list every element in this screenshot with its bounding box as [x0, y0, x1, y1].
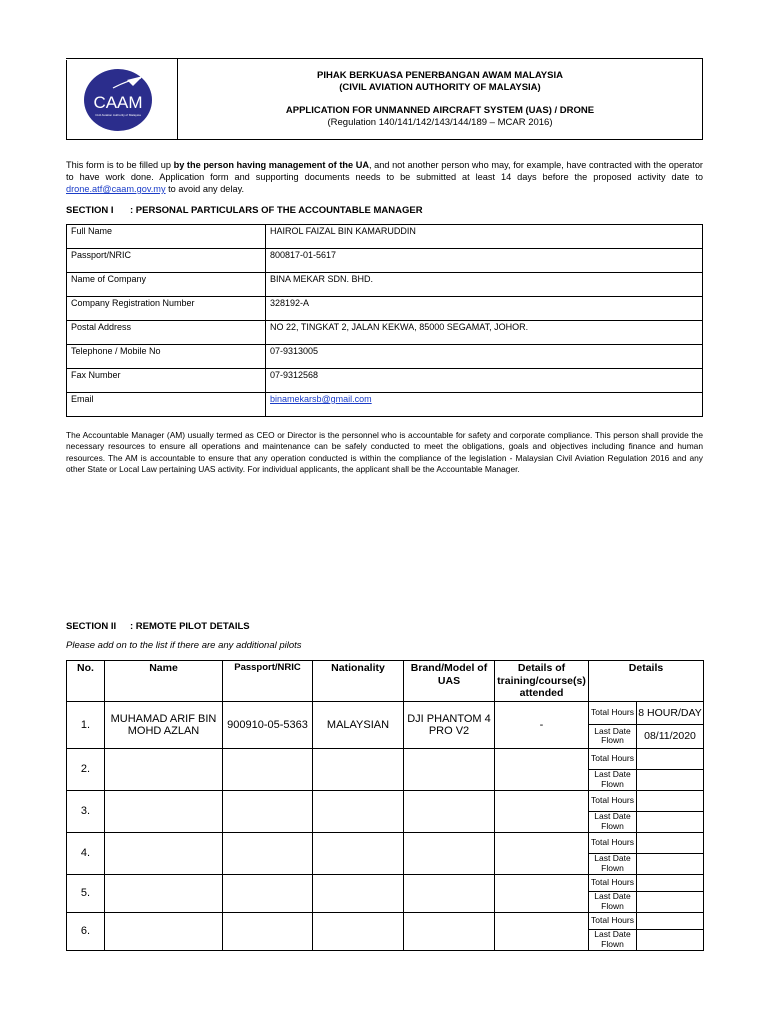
pilot-no: 2.: [67, 748, 105, 790]
pilot-brand-model: [404, 748, 495, 790]
last-date-value: 08/11/2020: [637, 724, 704, 748]
logo-text: CAAM: [93, 93, 143, 112]
particulars-row: [67, 297, 703, 321]
pilot-training: -: [495, 701, 589, 748]
pilot-name: [105, 790, 223, 832]
intro-text-bold: by the person having management of the UA: [173, 160, 369, 170]
pilot-nationality: MALAYSIAN: [313, 701, 404, 748]
pilot-row: [67, 874, 704, 891]
header-brand-model: Brand/Model of UAS: [404, 661, 495, 702]
pilot-training: [495, 912, 589, 950]
particulars-row: [67, 345, 703, 369]
particulars-row: [67, 273, 703, 297]
pilot-passport: [223, 912, 313, 950]
last-date-value: [637, 853, 704, 874]
caam-logo: [83, 68, 153, 132]
accountable-manager-note: The Accountable Manager (AM) usually termed as CEO or Director is the personnel who is accountable for safety and corporate compliance. This person shall provide the necessary resources to ensure all operations and maintenance can be safely conducted to meet the obligations, goals and objectives including finance and human resources. The AM is accountable to ensure that any operation conducted is within the compliance of the legislation - Malaysian Civil Aviation Regulation 2016 and any other State or Local Law pertaining UAS activity. For individual applicants, the applicant shall be the Accountable Manager.: [66, 430, 703, 475]
pilot-row: [67, 748, 704, 769]
total-hours-value: [637, 790, 704, 811]
header-nationality: Nationality: [313, 661, 404, 702]
total-hours-label: Total Hours: [589, 832, 637, 853]
pilot-brand-model: [404, 874, 495, 912]
last-date-label: Last Date Flown: [589, 811, 637, 832]
pilot-row: [67, 912, 704, 929]
accountable-manager-table: [66, 224, 703, 417]
particulars-value: 07-9312568: [266, 369, 703, 393]
pilot-brand-model: [404, 832, 495, 874]
intro-text-2: , and not another person who may, for example, have contracted with the operator to have work done. Application form and supporting documents needs to be submitted at least 14 days before the proposed activity date to: [66, 160, 703, 182]
pilot-no: 6.: [67, 912, 105, 950]
form-title: APPLICATION FOR UNMANNED AIRCRAFT SYSTEM (UAS) / DRONE: [285, 105, 595, 116]
pilot-nationality: [313, 748, 404, 790]
pilot-no: 3.: [67, 790, 105, 832]
particulars-row: [67, 321, 703, 345]
pilot-training: [495, 874, 589, 912]
last-date-value: [637, 929, 704, 950]
last-date-label: Last Date Flown: [589, 724, 637, 748]
pilot-nationality: [313, 832, 404, 874]
last-date-label: Last Date Flown: [589, 929, 637, 950]
particulars-label: Name of Company: [67, 273, 266, 297]
section-1-title: : PERSONAL PARTICULARS OF THE ACCOUNTABLE MANAGER: [130, 205, 423, 216]
intro-paragraph: [66, 159, 703, 195]
pilot-no: 1.: [67, 701, 105, 748]
section-2-heading: [66, 621, 250, 632]
last-date-label: Last Date Flown: [589, 853, 637, 874]
pilot-no: 4.: [67, 832, 105, 874]
particulars-value: 07-9313005: [266, 345, 703, 369]
particulars-value: 800817-01-5617: [266, 249, 703, 273]
header-details: Details: [589, 661, 704, 702]
manager-email-link[interactable]: binamekarsb@gmail.com: [270, 394, 372, 404]
pilot-passport: [223, 748, 313, 790]
header-no: No.: [67, 661, 105, 702]
particulars-label: Passport/NRIC: [67, 249, 266, 273]
last-date-value: [637, 769, 704, 790]
particulars-value: NO 22, TINGKAT 2, JALAN KEKWA, 85000 SEGAMAT, JOHOR.: [266, 321, 703, 345]
section-1-number: SECTION I: [66, 205, 114, 216]
section-2-title: : REMOTE PILOT DETAILS: [130, 621, 250, 632]
particulars-label: Company Registration Number: [67, 297, 266, 321]
pilot-training: [495, 790, 589, 832]
pilot-passport: [223, 790, 313, 832]
pilot-row: [67, 701, 704, 724]
particulars-label: Telephone / Mobile No: [67, 345, 266, 369]
particulars-label: Fax Number: [67, 369, 266, 393]
pilot-name: [105, 832, 223, 874]
total-hours-value: [637, 874, 704, 891]
header-training: Details of training/course(s) attended: [495, 661, 589, 702]
remote-pilot-table: [66, 660, 704, 951]
pilot-name: [105, 874, 223, 912]
header-passport: Passport/NRIC: [223, 661, 313, 702]
particulars-row: [67, 249, 703, 273]
particulars-row: [67, 369, 703, 393]
particulars-value: 328192-A: [266, 297, 703, 321]
section-1-heading: [66, 205, 423, 216]
pilot-training: [495, 748, 589, 790]
regulation-reference: (Regulation 140/141/142/143/144/189 – MCAR 2016): [327, 117, 553, 128]
particulars-value: HAIROL FAIZAL BIN KAMARUDDIN: [266, 225, 703, 249]
last-date-label: Last Date Flown: [589, 769, 637, 790]
section-2-number: SECTION II: [66, 621, 117, 632]
pilot-passport: [223, 874, 313, 912]
particulars-value: [266, 393, 703, 417]
total-hours-value: [637, 832, 704, 853]
total-hours-value: [637, 912, 704, 929]
total-hours-value: 8 HOUR/DAY: [637, 701, 704, 724]
particulars-row: [67, 225, 703, 249]
pilot-row: [67, 790, 704, 811]
form-header: [66, 58, 703, 140]
intro-text-3: to avoid any delay.: [165, 184, 245, 194]
total-hours-label: Total Hours: [589, 748, 637, 769]
last-date-value: [637, 811, 704, 832]
particulars-row: [67, 393, 703, 417]
total-hours-label: Total Hours: [589, 790, 637, 811]
pilot-row: [67, 832, 704, 853]
pilot-nationality: [313, 912, 404, 950]
pilot-nationality: [313, 790, 404, 832]
total-hours-label: Total Hours: [589, 912, 637, 929]
submission-email-link[interactable]: drone.atf@caam.gov.my: [66, 184, 166, 194]
pilot-no: 5.: [67, 874, 105, 912]
particulars-label: Postal Address: [67, 321, 266, 345]
last-date-label: Last Date Flown: [589, 891, 637, 912]
pilot-name: [105, 748, 223, 790]
pilot-note: Please add on to the list if there are any additional pilots: [66, 640, 302, 651]
logo-cell: [67, 59, 178, 139]
pilot-passport: 900910-05-5363: [223, 701, 313, 748]
total-hours-label: Total Hours: [589, 701, 637, 724]
pilot-brand-model: DJI PHANTOM 4 PRO V2: [404, 701, 495, 748]
pilot-name: MUHAMAD ARIF BIN MOHD AZLAN: [105, 701, 223, 748]
pilot-brand-model: [404, 912, 495, 950]
logo-subtext: Civil Aviation Authority of Malaysia: [95, 113, 141, 117]
pilot-name: [105, 912, 223, 950]
intro-text-1: This form is to be filled up: [66, 160, 174, 170]
particulars-value: BINA MEKAR SDN. BHD.: [266, 273, 703, 297]
authority-name-english: (CIVIL AVIATION AUTHORITY OF MALAYSIA): [339, 82, 541, 93]
total-hours-label: Total Hours: [589, 874, 637, 891]
authority-name-malay: PIHAK BERKUASA PENERBANGAN AWAM MALAYSIA: [317, 70, 563, 81]
pilot-brand-model: [404, 790, 495, 832]
total-hours-value: [637, 748, 704, 769]
pilot-passport: [223, 832, 313, 874]
pilot-nationality: [313, 874, 404, 912]
header-titles: [178, 59, 702, 139]
particulars-label: Full Name: [67, 225, 266, 249]
pilot-training: [495, 832, 589, 874]
header-name: Name: [105, 661, 223, 702]
last-date-value: [637, 891, 704, 912]
particulars-label: Email: [67, 393, 266, 417]
